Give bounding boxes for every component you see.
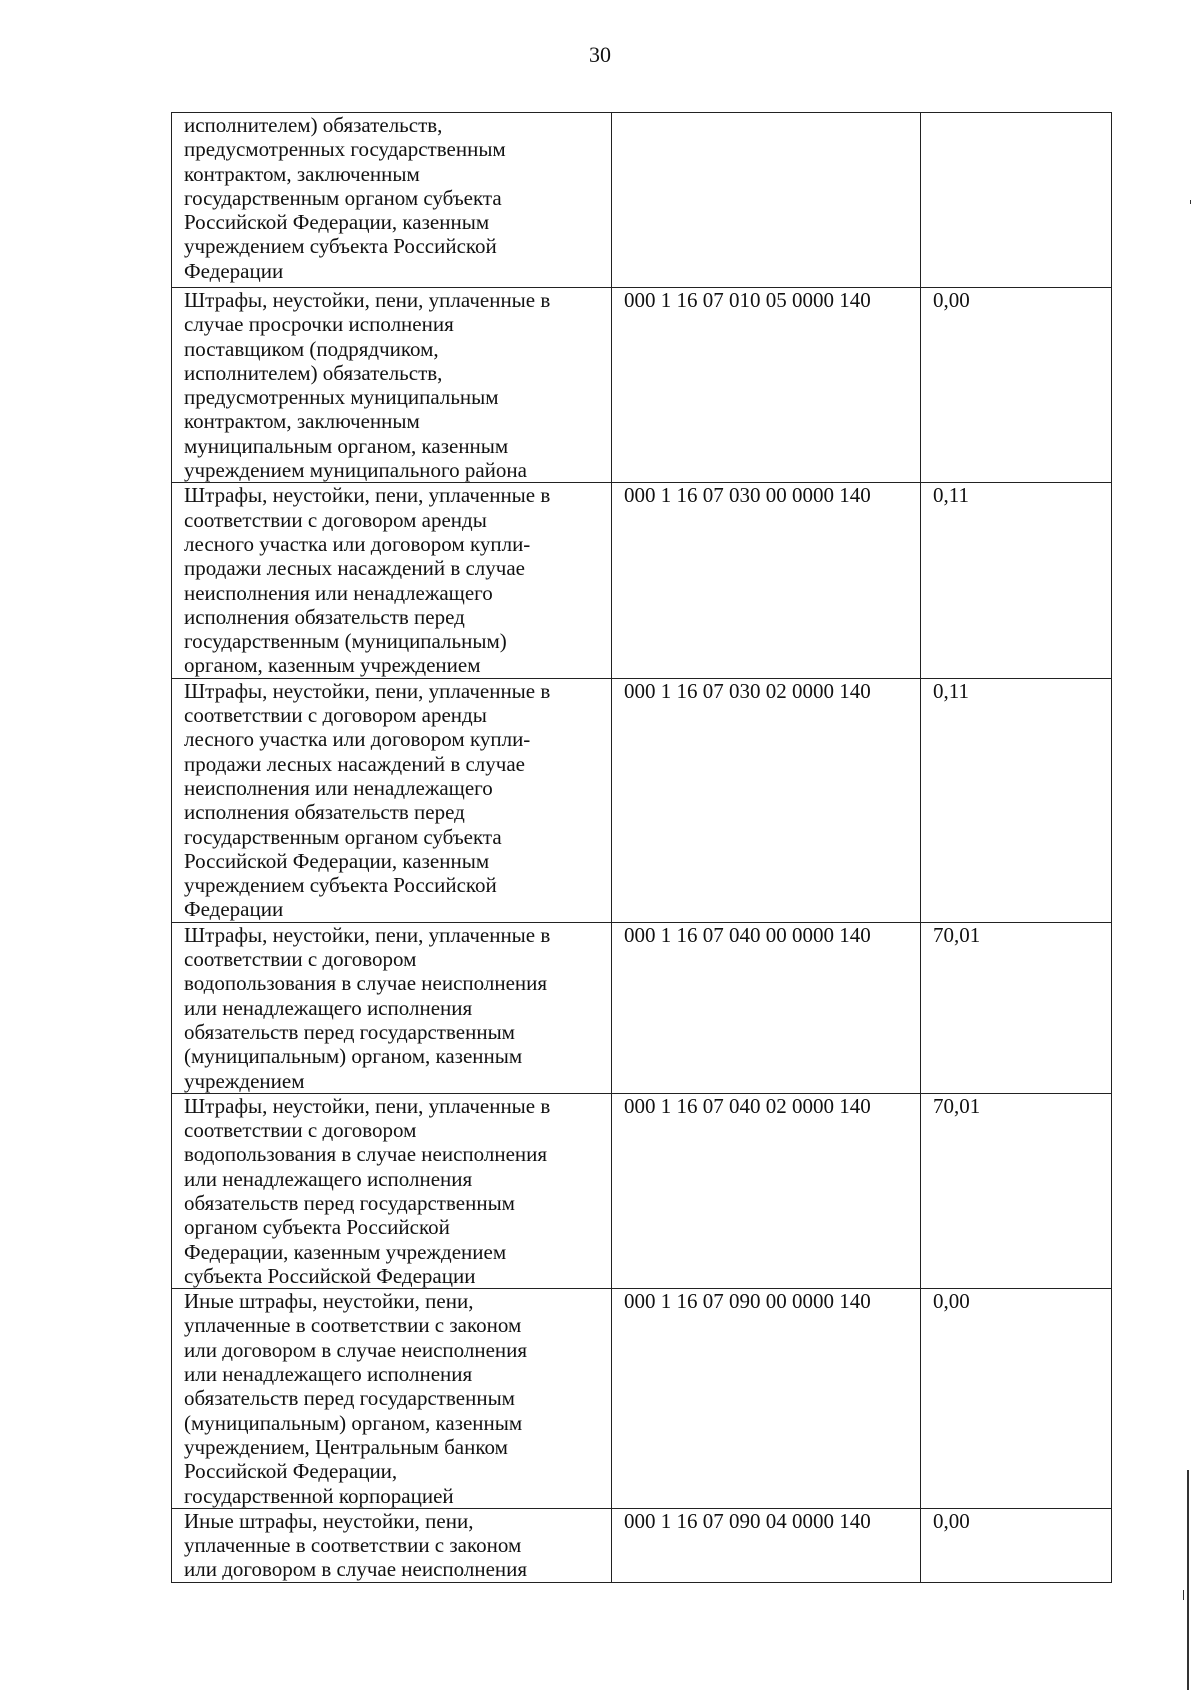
scan-edge-mark	[1190, 200, 1191, 204]
row-name-cell: исполнителем) обязательств, предусмотренных государственным контрактом, заключенным государственным органом субъекта Российской Федерации, казенным учреждением субъекта Российской Федерации	[172, 113, 612, 288]
table-row	[172, 922, 1112, 1093]
row-name-cell: Иные штрафы, неустойки, пени, уплаченные в соответствии с законом или договором в случае неисполнения	[172, 1508, 612, 1582]
row-amount-cell: 70,01	[921, 922, 1112, 1093]
scan-edge-line	[1187, 1470, 1189, 1690]
row-name-cell: Штрафы, неустойки, пени, уплаченные в соответствии с договором водопользования в случае неисполнения или ненадлежащего исполнения обязательств перед государственным (муниципальным) органом, казенным учреждением	[172, 922, 612, 1093]
row-name-cell: Штрафы, неустойки, пени, уплаченные в соответствии с договором аренды лесного участка или договором купли- продажи лесных насаждений в случае неисполнения или ненадлежащего исполнения обязательств перед государственным (муниципальным) органом, казенным учреждением	[172, 483, 612, 678]
row-amount-cell: 0,11	[921, 678, 1112, 922]
row-code-cell: 000 1 16 07 010 05 0000 140	[612, 288, 921, 483]
row-amount-cell: 0,00	[921, 1289, 1112, 1509]
row-amount-cell	[921, 113, 1112, 288]
table-row	[172, 1289, 1112, 1509]
table-row	[172, 1508, 1112, 1582]
revenue-table	[171, 112, 1112, 1583]
row-name-cell: Штрафы, неустойки, пени, уплаченные в соответствии с договором аренды лесного участка или договором купли- продажи лесных насаждений в случае неисполнения или ненадлежащего исполнения обязательств перед государственным органом субъекта Российской Федерации, казенным учреждением субъекта Российской Федерации	[172, 678, 612, 922]
row-amount-cell: 70,01	[921, 1093, 1112, 1288]
table-row	[172, 483, 1112, 678]
row-code-cell: 000 1 16 07 090 04 0000 140	[612, 1508, 921, 1582]
row-name-cell: Иные штрафы, неустойки, пени, уплаченные в соответствии с законом или договором в случае неисполнения или ненадлежащего исполнения обязательств перед государственным (муниципальным) органом, казенным учреждением, Центральным банком Российской Федерации, государственной корпорацией	[172, 1289, 612, 1509]
row-name-cell: Штрафы, неустойки, пени, уплаченные в соответствии с договором водопользования в случае неисполнения или ненадлежащего исполнения обязательств перед государственным органом субъекта Российской Федерации, казенным учреждением субъекта Российской Федерации	[172, 1093, 612, 1288]
table-row	[172, 678, 1112, 922]
revenue-table-body	[172, 113, 1112, 1583]
page-number: 30	[589, 42, 611, 67]
table-row	[172, 113, 1112, 288]
row-amount-cell: 0,00	[921, 1508, 1112, 1582]
scan-edge-tick	[1183, 1590, 1184, 1600]
row-code-cell	[612, 113, 921, 288]
row-name-cell: Штрафы, неустойки, пени, уплаченные в случае просрочки исполнения поставщиком (подрядчиком, исполнителем) обязательств, предусмотренных муниципальным контрактом, заключенным муниципальным органом, казенным учреждением муниципального района	[172, 288, 612, 483]
row-code-cell: 000 1 16 07 030 02 0000 140	[612, 678, 921, 922]
row-code-cell: 000 1 16 07 030 00 0000 140	[612, 483, 921, 678]
row-amount-cell: 0,11	[921, 483, 1112, 678]
row-code-cell: 000 1 16 07 040 00 0000 140	[612, 922, 921, 1093]
row-code-cell: 000 1 16 07 040 02 0000 140	[612, 1093, 921, 1288]
row-code-cell: 000 1 16 07 090 00 0000 140	[612, 1289, 921, 1509]
row-amount-cell: 0,00	[921, 288, 1112, 483]
table-row	[172, 288, 1112, 483]
table-row	[172, 1093, 1112, 1288]
